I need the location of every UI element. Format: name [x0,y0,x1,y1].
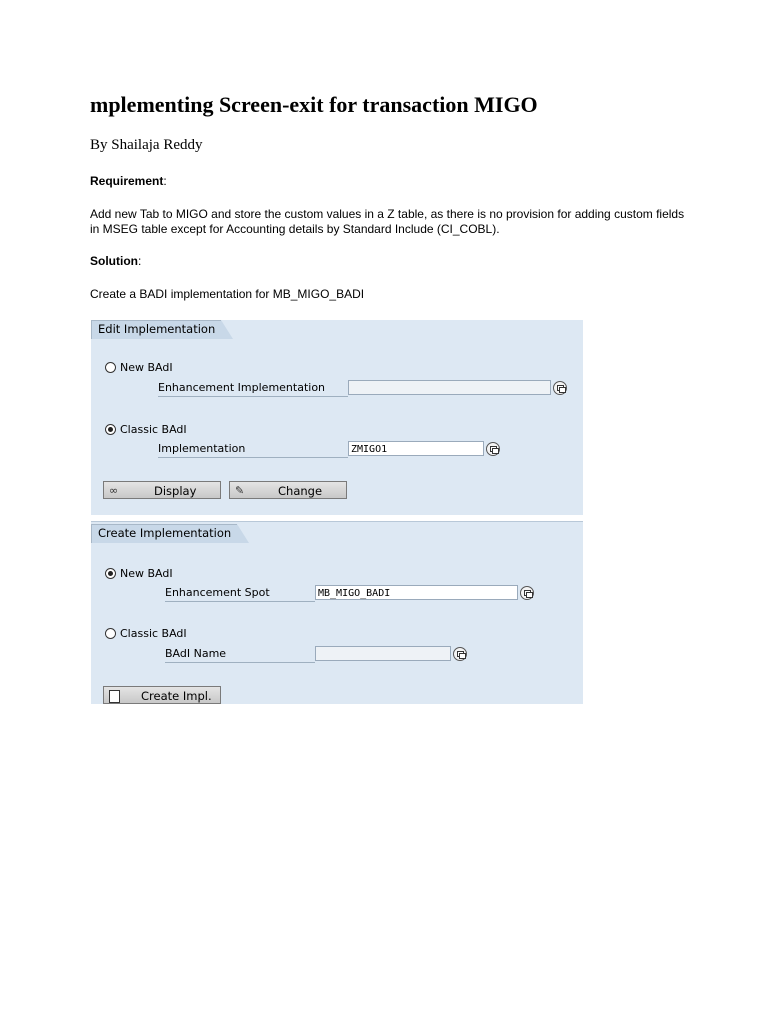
solution-colon: : [138,254,142,268]
radio-unselected-icon [105,628,116,639]
enhancement-spot-label: Enhancement Spot [165,585,315,602]
edit-implementation-tab: Edit Implementation [91,320,221,339]
sap-screenshot [91,320,583,704]
author-line: By Shailaja Reddy [90,137,203,153]
edit-new-badi-label: New BAdI [120,361,173,374]
value-help-icon[interactable] [520,586,534,600]
value-help-icon[interactable] [553,381,567,395]
edit-classic-badi-radio[interactable] [105,423,187,436]
requirement-colon: : [163,174,167,188]
change-button[interactable] [229,481,347,499]
badi-name-label: BAdI Name [165,646,315,663]
edit-new-badi-radio[interactable] [105,361,173,374]
requirement-label: Requirement [90,174,164,188]
display-button-label: Display [154,484,197,498]
pencil-icon: ✎ [235,484,245,497]
solution-heading [90,254,141,269]
requirement-text: Add new Tab to MIGO and store the custom values in a Z table, as there is no provision for adding custom fields in MSEG table except for Accounting details by Standard Include (CI_COBL). [90,207,685,236]
document-icon [109,690,120,703]
create-badi-text: Create a BADI implementation for MB_MIGO_BADI [90,287,365,301]
create-new-badi-radio[interactable] [105,567,173,580]
radio-selected-icon [105,568,116,579]
value-help-icon[interactable] [486,442,500,456]
display-button[interactable] [103,481,221,499]
value-help-icon[interactable] [453,647,467,661]
create-new-badi-label: New BAdI [120,567,173,580]
create-classic-badi-radio[interactable] [105,627,187,640]
edit-classic-badi-label: Classic BAdI [120,423,187,436]
document-title: mplementing Screen-exit for transaction MIGO [90,92,538,117]
create-implementation-tab: Create Implementation [91,524,237,543]
create-classic-badi-label: Classic BAdI [120,627,187,640]
change-button-label: Change [278,484,323,498]
radio-unselected-icon [105,362,116,373]
create-impl-button[interactable] [103,686,221,704]
implementation-field[interactable]: ZMIGO1 [348,441,484,456]
glasses-icon: ∞ [109,484,119,497]
solution-label: Solution [90,254,138,268]
badi-name-field[interactable] [315,646,451,661]
implementation-label: Implementation [158,441,348,458]
radio-selected-icon [105,424,116,435]
enhancement-implementation-label: Enhancement Implementation [158,380,348,397]
enhancement-implementation-field[interactable] [348,380,551,395]
create-impl-button-label: Create Impl. [141,689,212,703]
requirement-heading [90,174,167,189]
enhancement-spot-field[interactable]: MB_MIGO_BADI [315,585,518,600]
group-divider [91,515,583,522]
